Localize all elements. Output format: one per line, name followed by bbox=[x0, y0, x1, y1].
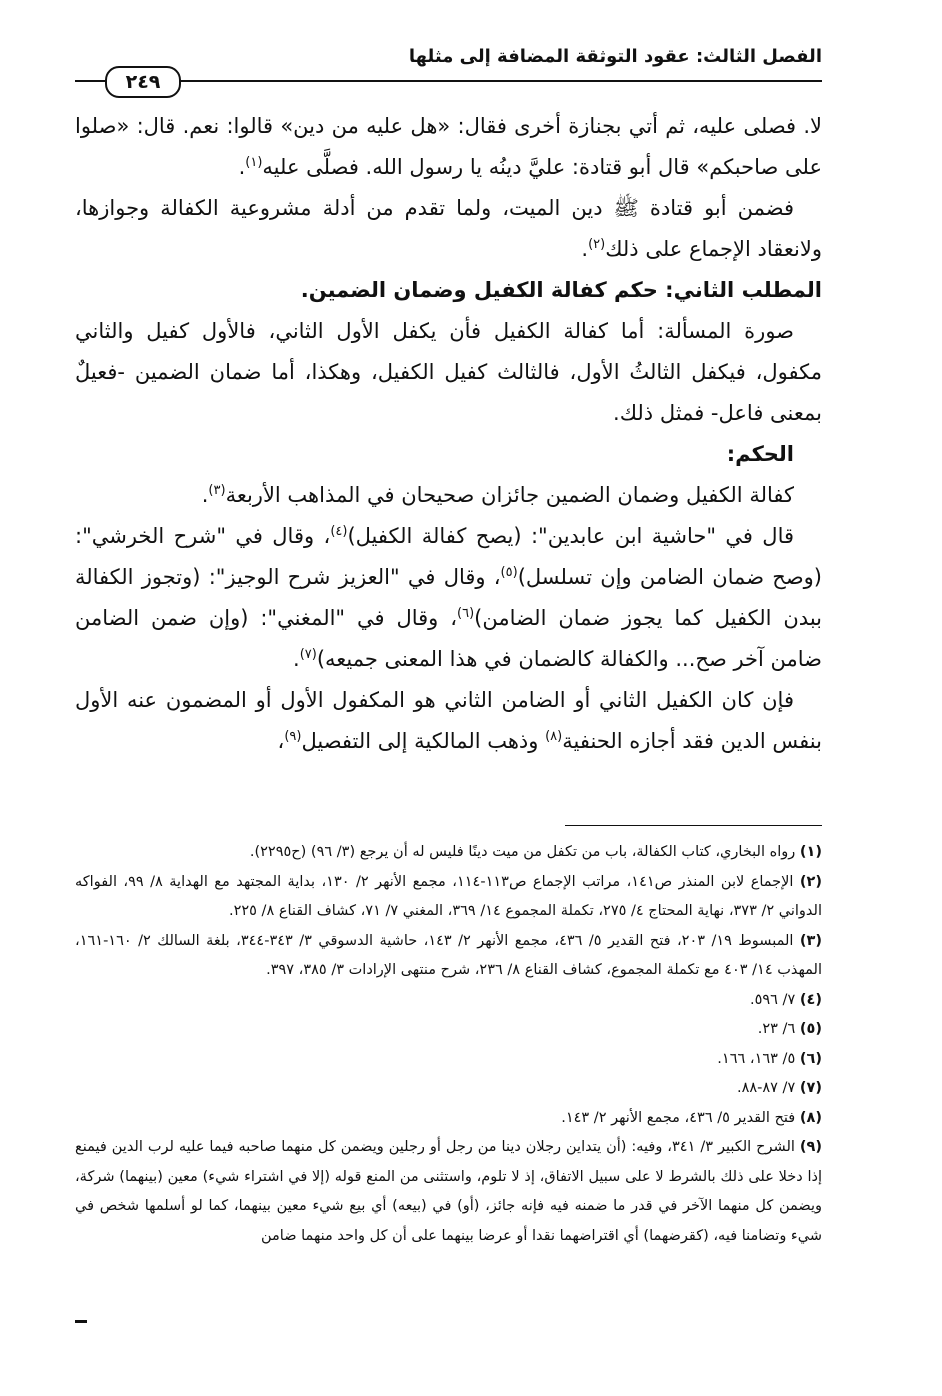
punctuation: . bbox=[238, 155, 246, 179]
footnote-text: ٧/ ٥٩٦. bbox=[749, 991, 796, 1008]
footnote bbox=[75, 1104, 822, 1134]
footnote-ref[interactable]: (٩) bbox=[284, 729, 302, 744]
footnote bbox=[75, 1074, 822, 1104]
footnote-text: الشرح الكبير ٣/ ٣٤١، وفيه: (أن يتداين رجلان دينا من رجل أو رجلين ويضمن كل منهما صاحبه فيما عليه لرب الدين فيمنع إذا دخلا على ذلك بالشرط لا على سبيل الاتفاق، إذ لا تلوم، واستثنى من المنع قوله (إلا في اشتراء شيء) معين (بينهما) شركة، ويضمن كل منهما الآخر في قدر ما ضمنه فيه فإنه جائز، (أو) في (بيعه) أي بيع شيء معين بينهما، كما لو أسلمها شخص في شيء وتضامنا فيه، (كقرضهما) أي اقتراضهما نقدا أو عرضا بينهما على أن كل واحد منهما ضامن bbox=[75, 1139, 822, 1244]
footnote-ref[interactable]: (٣) bbox=[208, 483, 226, 498]
footnote bbox=[75, 986, 822, 1016]
punctuation: . bbox=[581, 237, 589, 261]
footnote-number: (٢) bbox=[799, 873, 822, 890]
paragraph-hadith bbox=[75, 106, 822, 188]
footnote-ref[interactable]: (٨) bbox=[545, 729, 563, 744]
main-text bbox=[75, 106, 822, 762]
punctuation: . bbox=[201, 483, 209, 507]
paragraph-text: قال في "حاشية ابن عابدين": (يصح كفالة الكفيل) bbox=[347, 524, 795, 548]
paragraph-text: كفالة الكفيل وضمان الضمين جائزان صحيحان في المذاهب الأربعة bbox=[225, 483, 794, 507]
footnote-number: (٥) bbox=[799, 1021, 822, 1037]
page-number: ٢٤٩ bbox=[105, 66, 181, 98]
footnotes bbox=[75, 838, 822, 1251]
paragraph-daman bbox=[75, 188, 822, 270]
footnote bbox=[75, 927, 822, 986]
footnote-ref[interactable]: (٤) bbox=[330, 524, 348, 539]
footnote-ref[interactable]: (٦) bbox=[457, 606, 475, 621]
footnote-ref[interactable]: (٥) bbox=[500, 565, 518, 580]
footnote-number: (٦) bbox=[799, 1050, 822, 1067]
section-heading: المطلب الثاني: حكم كفالة الكفيل وضمان الضمين. bbox=[300, 278, 822, 302]
footnote-number: (٨) bbox=[799, 1109, 822, 1126]
footnote-ref[interactable]: (١) bbox=[245, 155, 263, 170]
footnote-text: الإجماع لابن المنذر ص١٤١، مراتب الإجماع ص١١٣-١١٤، مجمع الأنهر ٢/ ١٣٠، بداية المجتهد مع الهداية ٨/ ٩٩، الفواكه الدواني ٢/ ٣٧٣، نهاية المحتاج ٤/ ٢٧٥، تكملة المجموع ١٤/ ٣٦٩، المغني ٧/ ٧١، كشاف القناع ٨/ ٢٢٥. bbox=[75, 873, 822, 919]
paragraph-text: ، وقال في "المغني": (وإن ضمن الضامن ضامن آخر صح... والكفالة كالضمان في هذا المعنى جميعه) bbox=[75, 606, 822, 671]
paragraph-text: ، وقال في "العزيز شرح الوجيز": (وتجوز الكفالة ببدن الكفيل كما يجوز ضمان الضامن) bbox=[75, 565, 823, 630]
footnote-text: ٥/ ١٦٣، ١٦٦. bbox=[717, 1050, 796, 1067]
punctuation: . bbox=[293, 647, 300, 671]
footnote-separator bbox=[565, 825, 822, 826]
footnote bbox=[75, 1015, 822, 1045]
paragraph-madhhab bbox=[75, 680, 822, 762]
footnote-number: (١) bbox=[799, 844, 822, 860]
footnote-ref[interactable]: (٢) bbox=[588, 237, 606, 252]
footnote-text: رواه البخاري، كتاب الكفالة، باب من تكفل من ميت دينًا فليس له أن يرجع (٣/ ٩٦) (ح٢٢٩٥). bbox=[249, 844, 796, 860]
paragraph-ruling bbox=[75, 475, 822, 516]
paragraph-case: صورة المسألة: أما كفالة الكفيل فأن يكفل الأول الثاني، فالأول كفيل والثاني مكفول، فيكفل الثالثُ الأول، فالثالث كفيل الكفيل، وهكذا، أما ضمان الضمين -فعيلٌ بمعنى فاعل- فمثل ذلك. bbox=[75, 319, 822, 425]
footnote-ref[interactable]: (٧) bbox=[299, 647, 317, 662]
footnote-number: (٧) bbox=[799, 1080, 822, 1096]
running-title: الفصل الثالث: عقود التوثقة المضافة إلى مثلها bbox=[408, 46, 822, 67]
paragraph-text: وذهب المالكية إلى التفصيل bbox=[301, 729, 546, 753]
footnote-number: (٩) bbox=[799, 1139, 823, 1155]
header-rule bbox=[75, 80, 822, 82]
punctuation: ، bbox=[277, 729, 285, 753]
footnote bbox=[75, 838, 822, 868]
footnote-text: فتح القدير ٥/ ٤٣٦، مجمع الأنهر ٢/ ١٤٣. bbox=[561, 1109, 796, 1126]
ruling-label: الحكم: bbox=[726, 442, 794, 466]
footnote bbox=[75, 868, 822, 927]
footnote bbox=[75, 1133, 822, 1251]
paragraph-quotes bbox=[75, 516, 822, 680]
footnote-text: المبسوط ١٩/ ٢٠٣، فتح القدير ٥/ ٤٣٦، مجمع الأنهر ٢/ ١٤٣، حاشية الدسوقي ٣/ ٣٤٣-٣٤٤، بلغة السالك ٢/ ١٦٠-١٦١، المهذب ١٤/ ٤٠٣ مع تكملة المجموع، كشاف القناع ٨/ ٢٣٦، شرح منتهى الإرادات ٣/ ٣٨٥، ٣٩٧. bbox=[75, 932, 822, 978]
footnote-number: (٣) bbox=[799, 932, 822, 949]
continuation-mark bbox=[75, 1320, 87, 1323]
paragraph-text: لا. فصلى عليه، ثم أتي بجنازة أخرى فقال: «هل عليه من دين» قالوا: نعم. قال: «صلوا على صاحبكم» قال أبو قتادة: عليَّ دينُه يا رسول الله. فصلَّى عليه bbox=[75, 114, 822, 179]
paragraph-text: فضمن أبو قتادة ﷺ دين الميت، ولما تقدم من أدلة مشروعية الكفالة وجوازها، ولانعقاد الإجماع على ذلك bbox=[75, 196, 822, 261]
footnote-text: ٦/ ٢٣. bbox=[757, 1021, 796, 1037]
paragraph-text: فإن كان الكفيل الثاني أو الضامن الثاني هو المكفول الأول أو المضمون عنه الأول بنفس الدين فقد أجازه الحنفية bbox=[75, 688, 822, 753]
footnote-text: ٧/ ٨٧-٨٨. bbox=[736, 1080, 796, 1096]
footnote bbox=[75, 1045, 822, 1075]
footnote-number: (٤) bbox=[799, 991, 822, 1008]
paragraph-text: ، وقال في "شرح الخرشي": (وصح ضمان الضامن وإن تسلسل) bbox=[75, 524, 822, 589]
